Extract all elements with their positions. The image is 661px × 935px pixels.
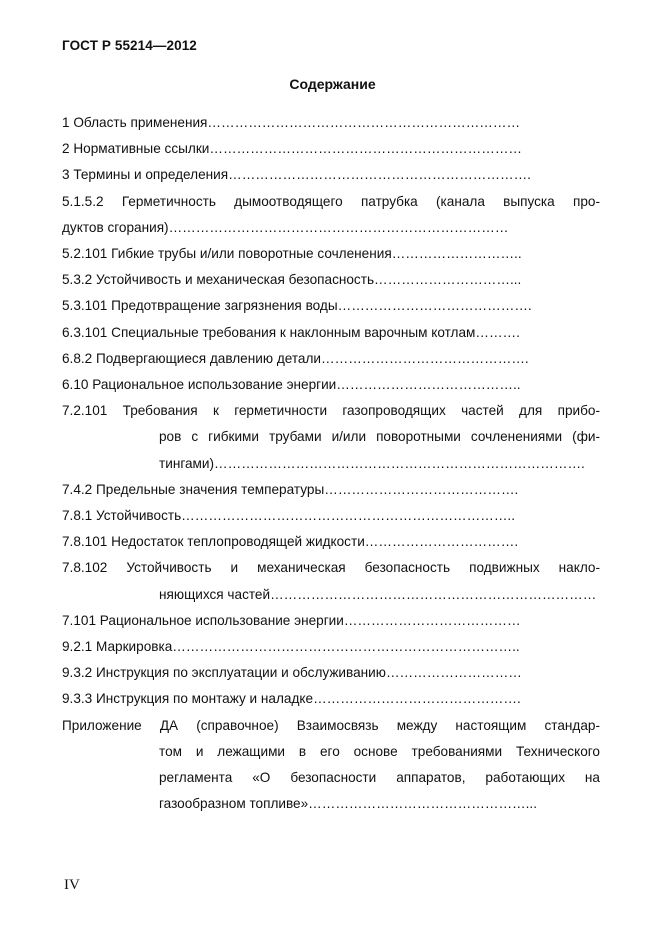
toc-entry-line: тингами)………………………………………………………………………. — [159, 455, 585, 471]
toc-entry-line: том и лежащими в его основе требованиями Технического — [159, 743, 600, 759]
toc-entry[interactable]: 6.8.2 Подвергающиеся давлению детали………………………………………. — [62, 350, 529, 366]
toc-entry-line: 7.8.102 Устойчивость и механическая безопасность подвижных накло- — [62, 560, 600, 576]
toc-entry[interactable] — [62, 555, 600, 607]
toc-entry[interactable]: 5.3.101 Предотвращение загрязнения воды……………………………………. — [62, 298, 532, 314]
toc-entry[interactable]: 2 Нормативные ссылки…………………………………………………………… — [62, 141, 523, 157]
toc-entry[interactable]: 9.3.3 Инструкция по монтажу и наладке………………………………………. — [62, 691, 521, 707]
toc-entry-line: регламента «О безопасности аппаратов, работающих на — [159, 769, 600, 785]
toc-entry[interactable]: 7.101 Рациональное использование энергии………………………………… — [62, 612, 521, 628]
toc-entry[interactable]: 7.4.2 Предельные значения температуры……………………………………. — [62, 481, 519, 497]
toc-entry[interactable]: 6.10 Рациональное использование энергии………………………………….. — [62, 377, 521, 393]
page-title: Содержание — [289, 76, 376, 92]
toc-entry-line: 7.2.101 Требования к герметичности газопроводящих частей для прибо- — [62, 403, 600, 419]
toc-entry[interactable] — [62, 713, 600, 818]
toc-entry[interactable] — [62, 398, 600, 477]
toc-entry[interactable]: 5.3.2 Устойчивость и механическая безопасность…………………………... — [62, 272, 522, 288]
page-number: IV — [64, 877, 80, 893]
toc-entry[interactable]: 6.3.101 Специальные требования к наклонным варочным котлам………. — [62, 324, 520, 340]
toc-entry-line: 5.1.5.2 Герметичность дымоотводящего патрубка (канала выпуска про- — [62, 193, 600, 209]
toc-entry[interactable] — [62, 189, 600, 241]
toc-entry-line: ров с гибкими трубами и/или поворотными сочленениями (фи- — [159, 429, 600, 445]
toc-entry[interactable]: 1 Область применения…………………………………………………………… — [62, 115, 521, 130]
toc-entry-line: газообразном топливе»…………………………………………... — [159, 796, 537, 812]
toc-entry[interactable]: 9.3.2 Инструкция по эксплуатации и обслуживанию………………………… — [62, 665, 522, 681]
toc-entry[interactable]: 5.2.101 Гибкие трубы и/или поворотные сочленения……………………….. — [62, 246, 522, 261]
toc-entry[interactable]: 9.2.1 Маркировка………………………………………………………………….. — [62, 639, 520, 654]
toc-entry-line: дуктов сгорания)………………………………………………………………… — [62, 219, 509, 235]
toc-entry[interactable]: 7.8.1 Устойчивость……………………………………………………………….. — [62, 508, 515, 523]
document-header: ГОСТ Р 55214—2012 — [62, 38, 197, 53]
toc-entry[interactable]: 3 Термины и определения…………………………………………………………. — [62, 167, 531, 183]
toc-entry[interactable]: 7.8.101 Недостаток теплопроводящей жидкости……………………………. — [62, 534, 519, 550]
table-of-contents — [62, 110, 600, 817]
toc-entry-line: няющихся частей……………………………………………………………… — [159, 586, 597, 602]
toc-entry-line: Приложение ДА (справочное) Взаимосвязь между настоящим стандар- — [62, 717, 600, 733]
